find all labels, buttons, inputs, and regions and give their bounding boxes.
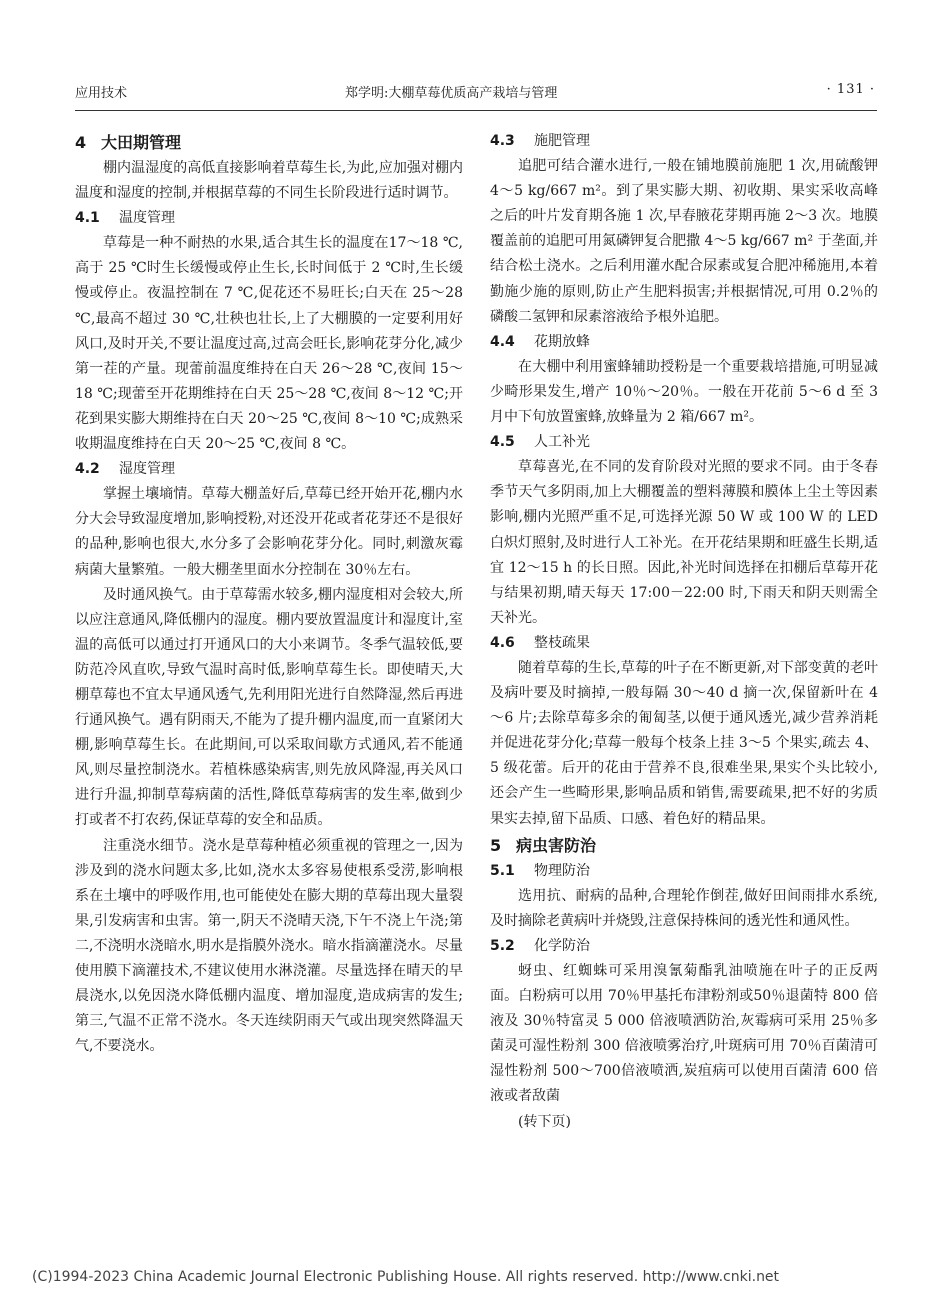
continued-note: (转下页) xyxy=(518,1113,571,1130)
subsection-number: 4.2 xyxy=(75,461,100,478)
paragraph: 蚜虫、红蜘蛛可采用溴氰菊酯乳油喷施在叶子的正反两面。白粉病可以用 70％甲基托布津粉剂或50％退菌特 800 倍液及 30％特富灵 5 000 倍液喷洒防治,灰霉病可采用 25％多菌灵可湿性粉剂 300 倍液喷雾治疗,叶斑病可用 70％百菌清可湿性粉剂 500～700倍液喷洒,炭疽病可以使用百菌清 600 倍液或者敌菌 xyxy=(490,963,878,1105)
subsection-number: 4.5 xyxy=(490,434,515,451)
copyright-footer: (C)1994-2023 China Academic Journal Electronic Publishing House. All rights reserved. http://www.cnki.net xyxy=(32,1269,780,1285)
subsection-heading xyxy=(490,330,878,355)
subsection-heading xyxy=(490,859,878,884)
paragraph: 在大棚中利用蜜蜂辅助授粉是一个重要栽培措施,可明显减少畸形果发生,增产 10％～20％。一般在开花前 5～6 d 至 3 月中下旬放置蜜蜂,放蜂量为 2 箱/667 m²。 xyxy=(490,358,878,426)
section-heading xyxy=(490,832,878,859)
header-section-label: 应用技术 xyxy=(75,86,128,101)
paragraph: 随着草莓的生长,草莓的叶子在不断更新,对下部变黄的老叶及病叶要及时摘掉,一般每隔 30～40 d 摘一次,保留新叶在 4～6 片;去除草莓多余的匍匐茎,以便于通风透光,减少营养消耗并促进花芽分化;草莓一般每个枝条上挂 3～5 个果实,疏去 4、5 级花蕾。后开的花由于营养不良,很难坐果,果实个头比较小,还会产生一些畸形果,影响品质和销售,需要疏果,把不好的劣质果实去掉,留下品质、口感、着色好的精品果。 xyxy=(490,659,878,827)
section-number: 4 xyxy=(75,133,87,152)
running-header xyxy=(75,82,875,104)
section-heading xyxy=(75,129,463,156)
paragraph: 追肥可结合灌水进行,一般在铺地膜前施肥 1 次,用硫酸钾 4～5 kg/667 m²。到了果实膨大期、初收期、果实采收高峰之后的叶片发育期各施 1 次,早春腋花芽期再施 2～3 次。地膜覆盖前的追肥可用氮磷钾复合肥撒 4～5 kg/667 m² 于垄面,并结合松土浇水。之后利用灌水配合尿素或复合肥冲稀施用,本着勤施少施的原则,防止产生肥料损害;并根据情况,可用 0.2％的磷酸二氢钾和尿素溶液给予根外追肥。 xyxy=(490,158,878,325)
header-article-title: 郑学明:大棚草莓优质高产栽培与管理 xyxy=(345,86,558,101)
paragraph: 及时通风换气。由于草莓需水较多,棚内湿度相对会较大,所以应注意通风,降低棚内的湿度。棚内要放置温度计和湿度计,室温的高低可以通过打开通风口的大小来调节。冬季气温较低,要防范冷风直吹,导致气温时高时低,影响草莓生长。即使晴天,大棚草莓也不宜太早通风透气,先利用阳光进行自然降湿,然后再进行通风换气。遇有阴雨天,不能为了提升棚内温度,而一直紧闭大棚,影响草莓生长。在此期间,可以采取间歇方式通风,若不能通风,则尽量控制浇水。若植株感染病害,则先放风降湿,再关风口进行升温,抑制草莓病菌的活性,降低草莓病害的发生率,做到少打或者不打农药,保证草莓的安全和品质。 xyxy=(75,586,463,829)
subsection-number: 4.1 xyxy=(75,210,100,227)
subsection-title: 花期放蜂 xyxy=(534,333,590,350)
subsection-heading xyxy=(490,430,878,455)
subsection-number: 4.3 xyxy=(490,133,515,149)
header-page-number: · 131 · xyxy=(826,82,875,97)
subsection-title: 整枝疏果 xyxy=(534,634,590,651)
subsection-title: 施肥管理 xyxy=(534,133,590,149)
subsection-title: 物理防治 xyxy=(534,862,590,879)
paragraph: 选用抗、耐病的品种,合理轮作倒茬,做好田间雨排水系统,及时摘除老黄病叶并烧毁,注意保持株间的透光性和通风性。 xyxy=(490,887,878,929)
section-title: 病虫害防治 xyxy=(516,835,597,855)
subsection-title: 温度管理 xyxy=(119,210,175,227)
subsection-heading xyxy=(75,457,463,482)
section-number: 5 xyxy=(490,835,502,855)
subsection-number: 5.1 xyxy=(490,862,515,879)
paragraph: 掌握土壤墒情。草莓大棚盖好后,草莓已经开始开花,棚内水分大会导致湿度增加,影响授粉,对还没开花或者花芽还不是很好的品种,影响也很大,水分多了会影响花芽分化。同时,刺激灰霉病菌大量繁殖。一般大棚垄里面水分控制在 30％左右。 xyxy=(75,486,463,578)
subsection-heading xyxy=(490,631,878,656)
paragraph: 棚内温湿度的高低直接影响着草莓生长,为此,应加强对棚内温度和湿度的控制,并根据草莓的不同生长阶段进行适时调节。 xyxy=(75,160,463,202)
subsection-heading xyxy=(490,934,878,959)
left-column xyxy=(75,129,463,1059)
subsection-number: 4.6 xyxy=(490,634,515,651)
subsection-title: 化学防治 xyxy=(534,937,590,954)
paragraph: 草莓是一种不耐热的水果,适合其生长的温度在17～18 ℃,高于 25 ℃时生长缓慢或停止生长,长时间低于 2 ℃时,生长缓慢或停止。夜温控制在 7 ℃,促花还不易旺长;白天在 25～28 ℃,最高不超过 30 ℃,壮秧也壮长,上了大棚膜的一定要利用好风口,及时开关,不要让温度过高,过高会旺长,影响花芽分化,减少第一茬的产量。现蕾前温度维持在白天 26～28 ℃,夜间 15～18 ℃;现蕾至开花期维持在白天 25～28 ℃,夜间 8～12 ℃;开花到果实膨大期维持在白天 20～25 ℃,夜间 8～10 ℃;成熟采收期温度维持在白天 20～25 ℃,夜间 8 ℃。 xyxy=(75,235,463,453)
subsection-number: 5.2 xyxy=(490,937,515,954)
section-title: 大田期管理 xyxy=(101,133,182,152)
subsection-title: 人工补光 xyxy=(534,434,590,451)
subsection-title: 湿度管理 xyxy=(119,461,175,478)
subsection-heading xyxy=(490,129,878,154)
right-column xyxy=(490,129,878,1135)
paragraph: 草莓喜光,在不同的发育阶段对光照的要求不同。由于冬春季节天气多阴雨,加上大棚覆盖的塑料薄膜和膜体上尘土等因素影响,棚内光照严重不足,可选择光源 50 W 或 100 W 的 LED 白炽灯照射,及时进行人工补光。在开花结果期和旺盛生长期,适宜 12～15 h 的长日照。因此,补光时间选择在扣棚后草莓开花与结果初期,晴天每天 17:00－22:00 时,下雨天和阴天则需全天补光。 xyxy=(490,459,878,626)
subsection-heading xyxy=(75,206,463,231)
subsection-number: 4.4 xyxy=(490,333,515,350)
header-rule xyxy=(75,110,877,111)
paragraph: 注重浇水细节。浇水是草莓种植必须重视的管理之一,因为涉及到的浇水问题太多,比如,浇水太多容易使根系受涝,影响根系在土壤中的呼吸作用,也可能使处在膨大期的草莓出现大量裂果,引发病害和虫害。第一,阴天不浇晴天浇,下午不浇上午浇;第二,不浇明水浇暗水,明水是指膜外浇水。暗水指滴灌浇水。尽量使用膜下滴灌技术,不建议使用水淋浇灌。尽量选择在晴天的早晨浇水,以免因浇水降低棚内温度、增加湿度,造成病害的发生;第三,气温不正常不浇水。冬天连续阴雨天气或出现突然降温天气,不要浇水。 xyxy=(75,837,463,1055)
